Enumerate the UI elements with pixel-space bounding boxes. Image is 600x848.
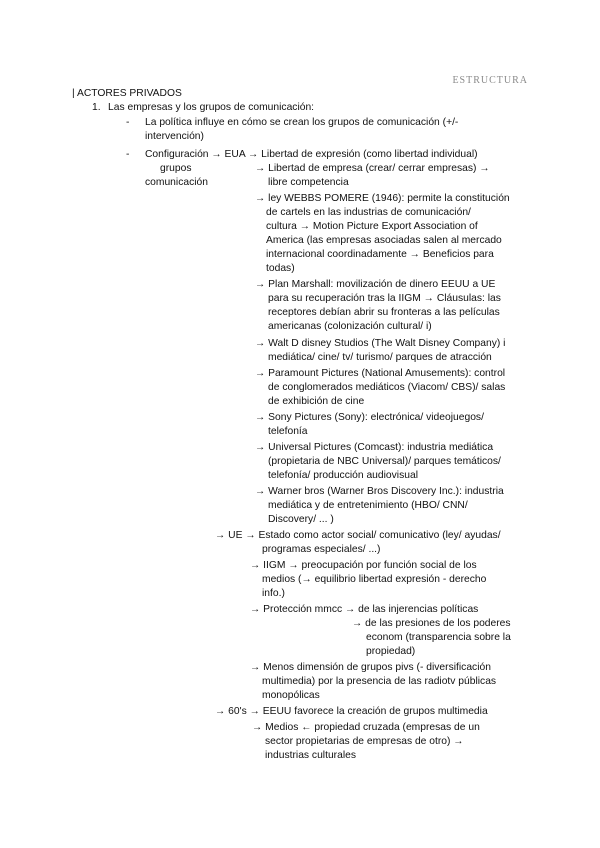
text-line: → de las presiones de los poderes [352, 618, 511, 629]
text-line: internacional coordinadamente → Beneficios para [266, 249, 494, 260]
text-line: → Universal Pictures (Comcast): industria mediática [255, 442, 494, 453]
text-line: de exhibición de cine [268, 396, 365, 407]
text-line: telefonía [268, 426, 308, 437]
text-line: programas especiales/ ...) [262, 544, 381, 555]
document-header-label: ESTRUCTURA [452, 75, 528, 86]
text-line: → UE → Estado como actor social/ comunicativo (ley/ ayudas/ [215, 530, 501, 541]
text-line: mediática/ cine/ tv/ turismo/ parques de atracción [268, 352, 492, 363]
text-line: → Plan Marshall: movilización de dinero EEUU a UE [255, 279, 496, 290]
text-line: libre competencia [268, 177, 349, 188]
text-line: → Sony Pictures (Sony): electrónica/ videojuegos/ [255, 412, 484, 423]
text-line: → Protección mmcc → de las injerencias políticas [250, 604, 479, 615]
text-line: de conglomerados mediáticos (Viacom/ CBS)/ salas [268, 382, 506, 393]
list-marker: 1. [92, 102, 101, 113]
text-line: → Menos dimensión de grupos pivs (- diversificación [250, 662, 491, 673]
text-line: todas) [266, 263, 295, 274]
text-line: americanas (colonización cultural/ i) [268, 321, 432, 332]
text-line: para su recuperación tras la IIGM → Cláusulas: las [268, 293, 501, 304]
text-line: → ley WEBBS POMERE (1946): permite la constitución [255, 193, 510, 204]
text-line: → Warner bros (Warner Bros Discovery Inc.): industria [255, 486, 504, 497]
text-line: (propietaria de NBC Universal)/ parques temáticos/ [268, 456, 501, 467]
text-line: La política influye en cómo se crean los grupos de comunicación (+/- [145, 117, 459, 128]
section-title: | ACTORES PRIVADOS [72, 88, 182, 99]
bullet-marker: - [126, 117, 130, 128]
text-line: America (las empresas asociadas salen al mercado [266, 235, 502, 246]
list-item-title: Las empresas y los grupos de comunicación: [108, 102, 315, 113]
text-line: Discovery/ ... ) [268, 514, 334, 525]
text-line: econom (transparencia sobre la [366, 632, 511, 643]
text-line: telefonía/ producción audiovisual [268, 470, 418, 481]
text-line: → Walt D disney Studios (The Walt Disney Company) i [255, 338, 506, 349]
text-line: Configuración → EUA → Libertad de expresión (como libertad individual) [145, 149, 478, 160]
text-line: multimedia) por la presencia de las radiotv públicas [262, 676, 497, 687]
text-line: → Paramount Pictures (National Amusements): control [255, 368, 506, 379]
text-line: grupos [160, 163, 192, 174]
text-line: info.) [262, 588, 285, 599]
text-line: industrias culturales [265, 750, 356, 761]
text-line: → Medios ← propiedad cruzada (empresas de un [252, 722, 480, 733]
text-line: mediática y de entretenimiento (HBO/ CNN/ [268, 500, 468, 511]
text-line: de cartels en las industrias de comunicación/ [266, 207, 471, 218]
bullet-marker: - [126, 149, 130, 160]
text-line: comunicación [145, 177, 208, 188]
text-line: → Libertad de empresa (crear/ cerrar empresas) → [255, 163, 490, 174]
text-line: receptores debían abrir su fronteras a las películas [268, 307, 500, 318]
text-line: sector propietarias de empresas de otro) → [265, 736, 464, 747]
text-line: cultura → Motion Picture Export Association of [266, 221, 478, 232]
text-line: → 60's → EEUU favorece la creación de grupos multimedia [215, 706, 488, 717]
text-line: intervención) [145, 131, 204, 142]
text-line: propiedad) [366, 646, 416, 657]
text-line: medios (→ equilibrio libertad expresión - derecho [262, 574, 487, 585]
text-line: monopólicas [262, 690, 320, 701]
text-line: → IIGM → preocupación por función social de los [250, 560, 477, 571]
